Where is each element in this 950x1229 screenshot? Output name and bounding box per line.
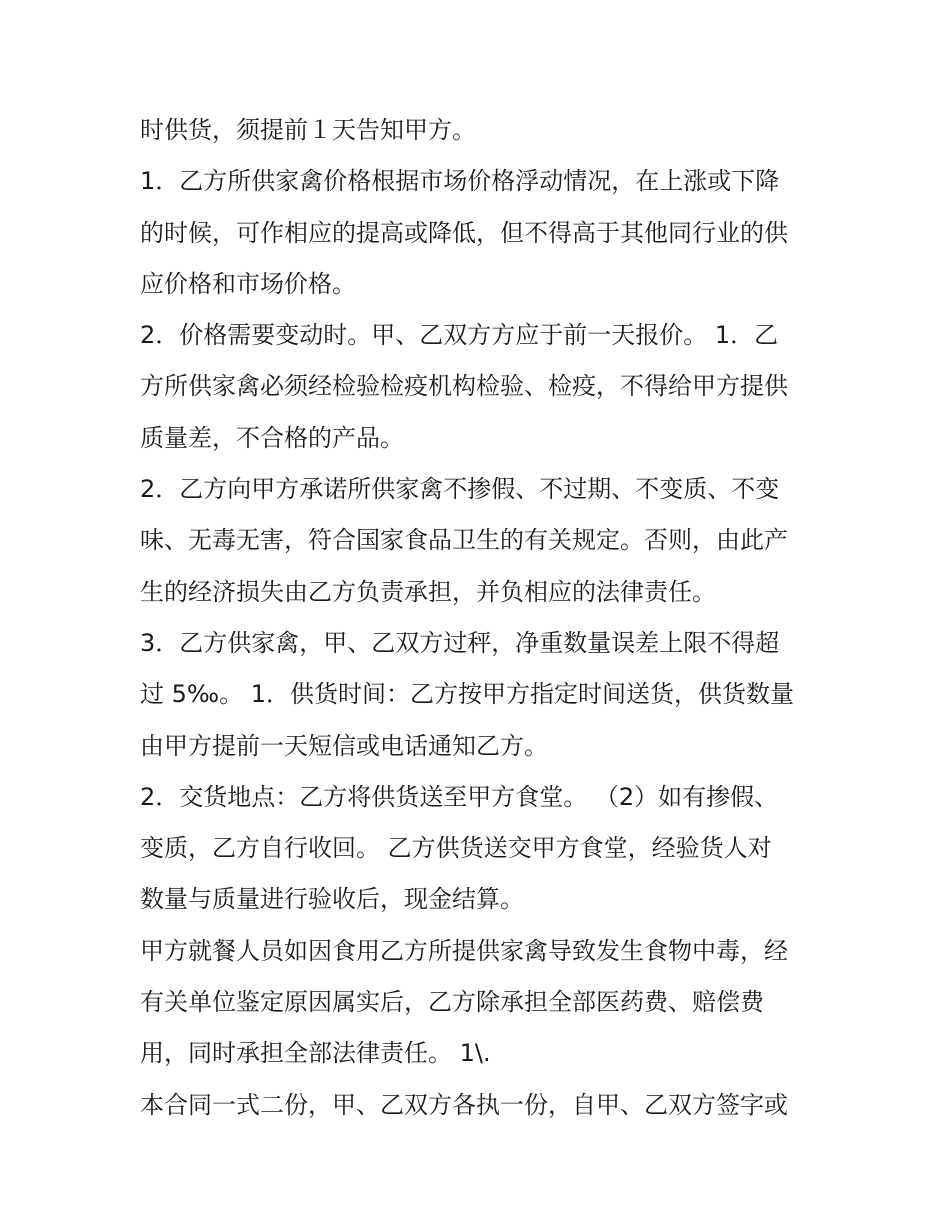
text-line: 的时候，可作相应的提高或降低，但不得高于其他同行业的供 [140,218,788,247]
text-line: 时供货，须提前１天告知甲方。 [140,116,476,144]
text-line: 有关单位鉴定原因属实后，乙方除承担全部医药费、赔偿费 [140,988,764,1017]
text-line: 甲方就餐人员如因食用乙方所提供家禽导致发生食物中毒，经 [140,936,788,965]
text-line: 生的经济损失由乙方负责承担，并负相应的法律责任。 [140,577,716,606]
text-line: 2．交货地点：乙方将供货送至甲方食堂。 （2）如有掺假、 [140,782,779,811]
text-line: 2．乙方向甲方承诺所供家禽不掺假、不过期、不变质、不变 [140,475,780,504]
text-line: 1．乙方所供家禽价格根据市场价格浮动情况，在上涨或下降 [140,167,780,196]
text-line: 数量与质量进行验收后，现金结算。 [140,885,524,914]
text-line: 3．乙方供家禽，甲、乙双方过秤，净重数量误差上限不得超 [140,628,780,657]
text-line: 过 5‰。 1．供货时间：乙方按甲方指定时间送货，供货数量 [140,680,794,709]
text-line: 由甲方提前一天短信或电话通知乙方。 [140,731,548,760]
text-line: 应价格和市场价格。 [140,269,356,298]
text-line: 本合同一式二份，甲、乙双方各执一份，自甲、乙双方签字或 [140,1090,788,1119]
text-line: 变质，乙方自行收回。 乙方供货送交甲方食堂，经验货人对 [140,834,772,863]
text-line: 味、无毒无害，符合国家食品卫生的有关规定。否则，由此产 [140,526,788,555]
text-line: 方所供家禽必须经检验检疫机构检验、检疫，不得给甲方提供 [140,372,788,401]
text-line: 2．价格需要变动时。甲、乙双方方应于前一天报价。 1．乙 [140,321,779,350]
text-line: 用，同时承担全部法律责任。 1\. [140,1039,491,1068]
contract-body-text [140,105,820,1131]
text-line: 质量差，不合格的产品。 [140,423,404,452]
